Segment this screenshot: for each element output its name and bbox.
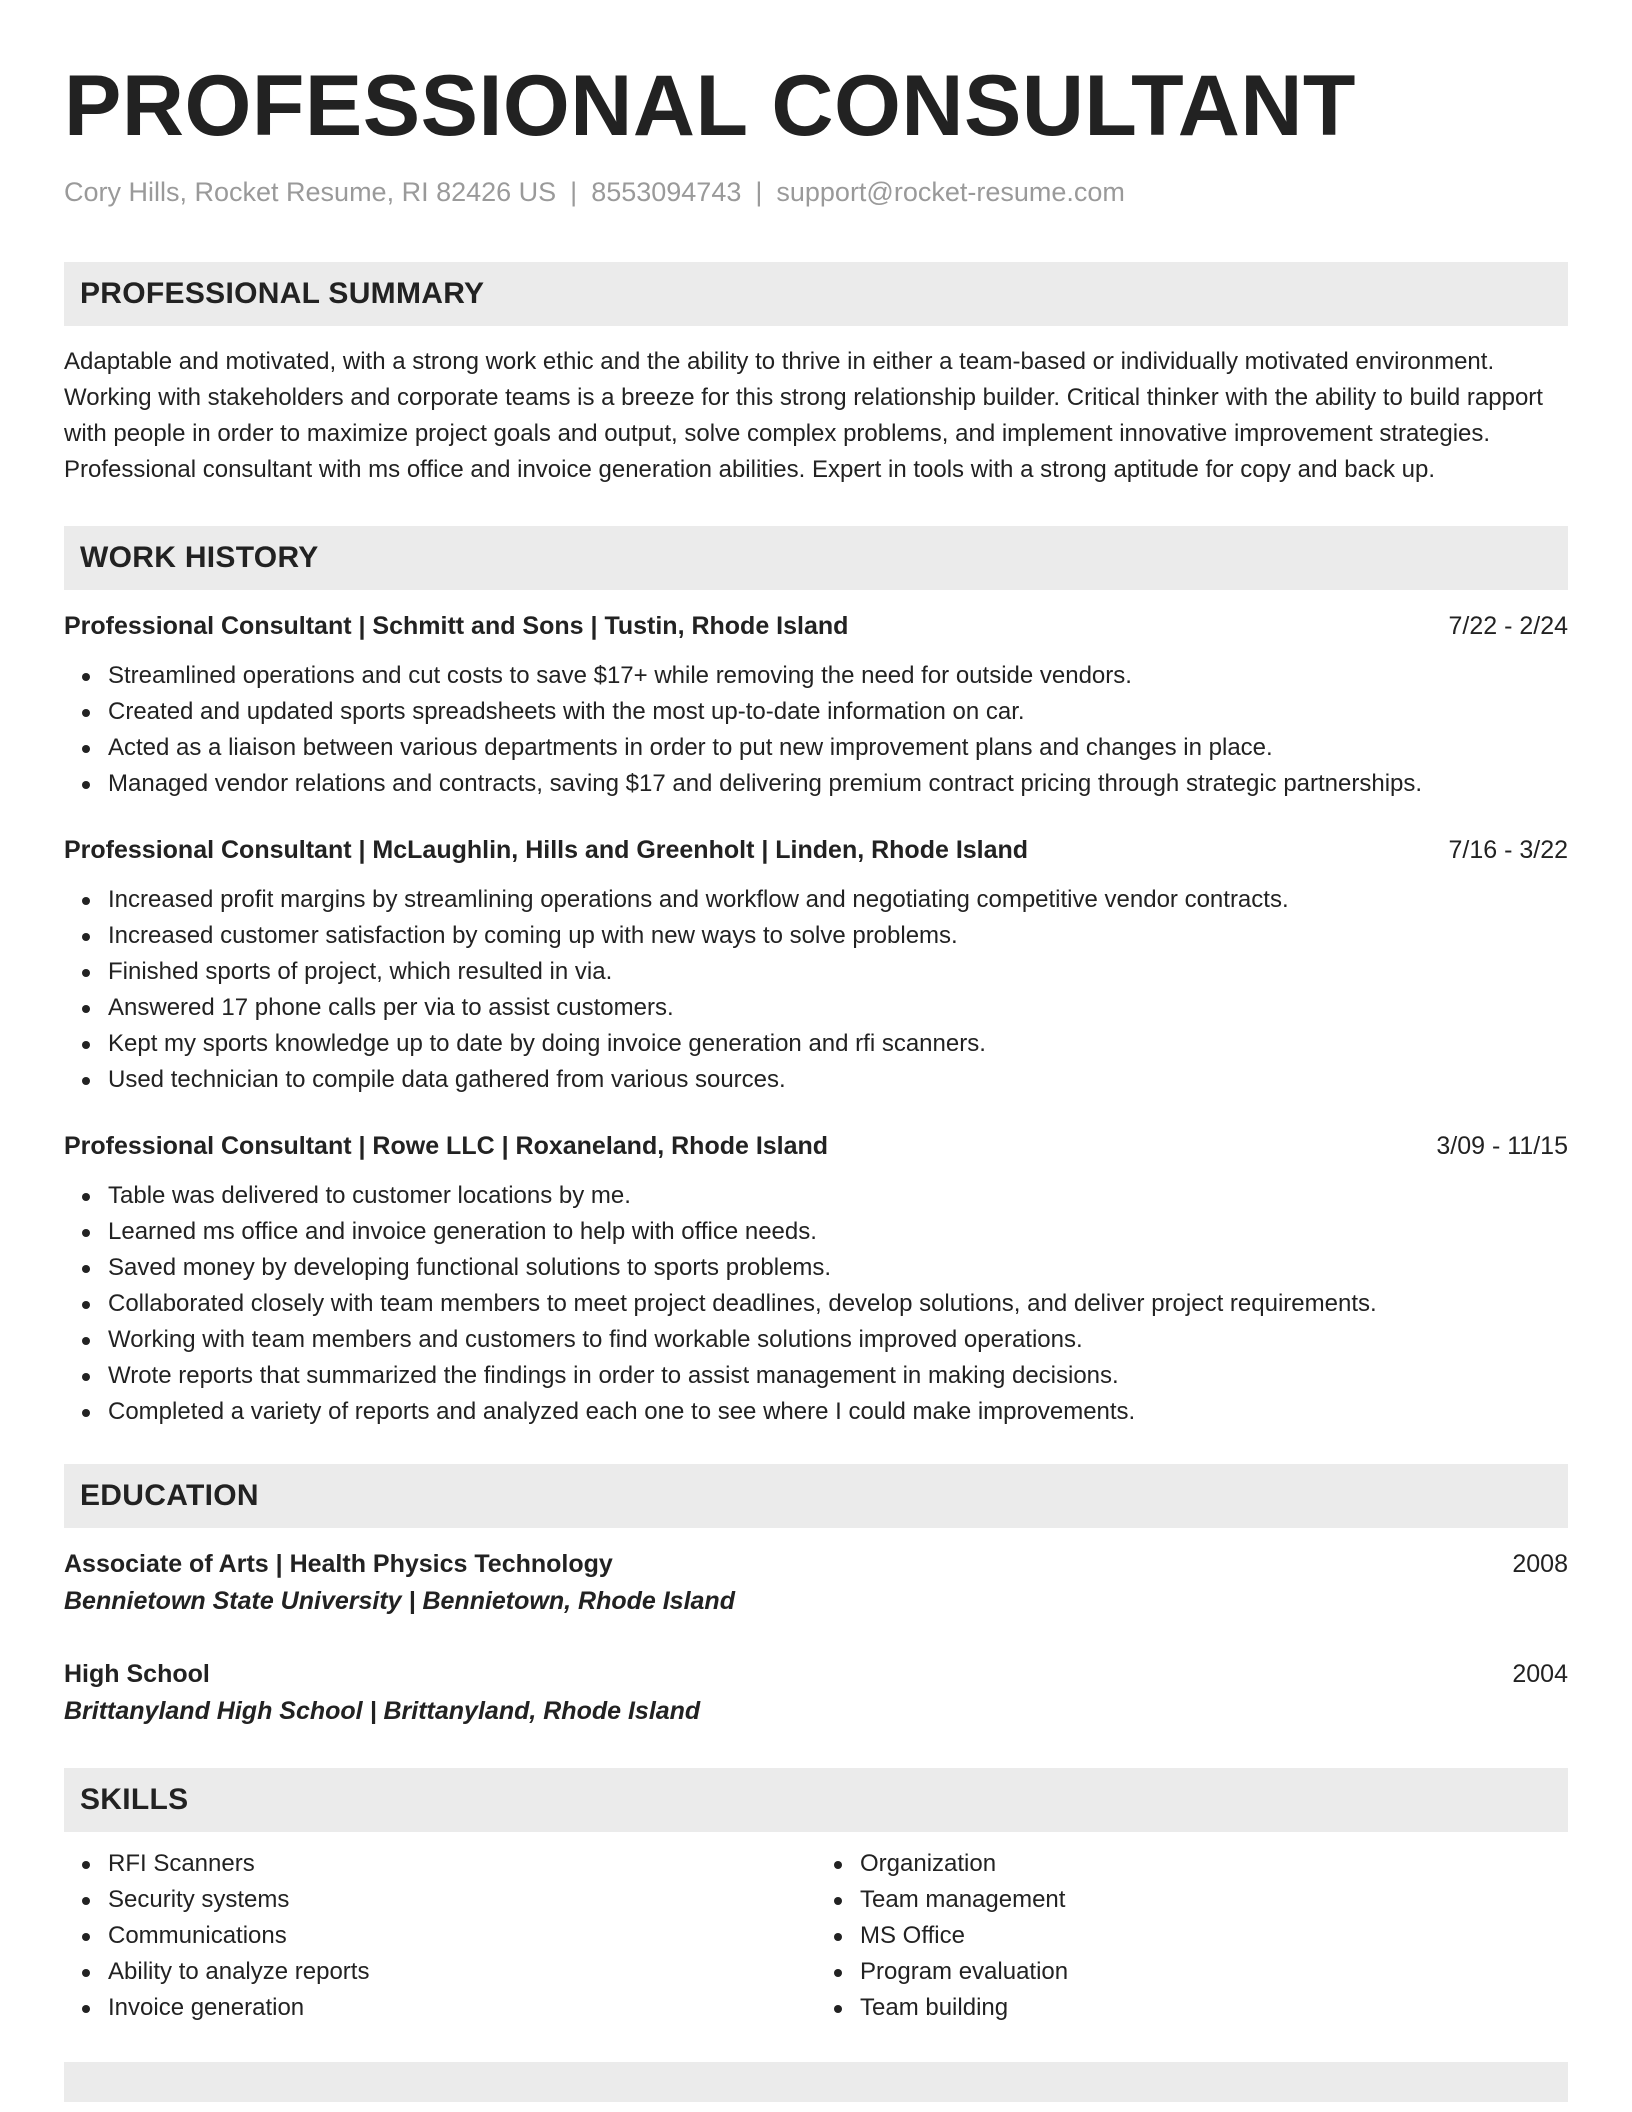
job-bullets: [64, 658, 1568, 802]
next-section-header: [64, 2062, 1568, 2102]
job-title: Professional Consultant | Schmitt and Sons | Tustin, Rhode Island: [64, 612, 849, 640]
job-dates: 3/09 - 11/15: [1436, 1132, 1568, 1160]
job-bullet: Wrote reports that summarized the findings in order to assist management in making decisions.: [108, 1358, 1568, 1394]
skill-item: Security systems: [108, 1882, 816, 1918]
skills-column-left: [64, 1846, 816, 2026]
job-bullet: Answered 17 phone calls per via to assist customers.: [108, 990, 1568, 1026]
job-entry: [64, 608, 1568, 802]
job-entry: [64, 832, 1568, 1098]
education-year: 2008: [1512, 1550, 1568, 1578]
contact-separator: |: [570, 177, 578, 207]
section-header-skills: [64, 1768, 1568, 1832]
skill-item: Program evaluation: [860, 1954, 1568, 1990]
job-bullet: Streamlined operations and cut costs to save $17+ while removing the need for outside vendors.: [108, 658, 1568, 694]
skills-list: [64, 1846, 1568, 2026]
job-bullet: Saved money by developing functional solutions to sports problems.: [108, 1250, 1568, 1286]
section-title-skills: SKILLS: [80, 1783, 189, 1816]
section-header-work-history: [64, 526, 1568, 590]
job-bullet: Learned ms office and invoice generation to help with office needs.: [108, 1214, 1568, 1250]
education-degree: High School: [64, 1660, 210, 1688]
job-entry: [64, 1128, 1568, 1430]
section-header-education: [64, 1464, 1568, 1528]
resume-page: [64, 0, 1568, 2102]
job-bullet: Acted as a liaison between various departments in order to put new improvement plans and changes in place.: [108, 730, 1568, 766]
section-header-summary: [64, 262, 1568, 326]
education-entry: [64, 1656, 1568, 1730]
job-bullets: [64, 1178, 1568, 1430]
contact-line: [64, 174, 1568, 210]
job-bullet: Increased profit margins by streamlining operations and workflow and negotiating competitive vendor contracts.: [108, 882, 1568, 918]
job-bullet: Collaborated closely with team members to meet project deadlines, develop solutions, and deliver project requirements.: [108, 1286, 1568, 1322]
job-bullet: Table was delivered to customer locations by me.: [108, 1178, 1568, 1214]
contact-address: Cory Hills, Rocket Resume, RI 82426 US: [64, 177, 557, 207]
skill-item: Team management: [860, 1882, 1568, 1918]
job-bullet: Managed vendor relations and contracts, saving $17 and delivering premium contract pricing through strategic partnerships.: [108, 766, 1568, 802]
skill-item: Communications: [108, 1918, 816, 1954]
skill-item: RFI Scanners: [108, 1846, 816, 1882]
job-bullet: Completed a variety of reports and analyzed each one to see where I could make improvements.: [108, 1394, 1568, 1430]
job-title: Professional Consultant | McLaughlin, Hills and Greenholt | Linden, Rhode Island: [64, 836, 1029, 864]
education-school: Brittanyland High School | Brittanyland, Rhode Island: [64, 1697, 701, 1725]
job-bullets: [64, 882, 1568, 1098]
summary-text: Adaptable and motivated, with a strong work ethic and the ability to thrive in either a team-based or individually motivated environment. Working with stakeholders and corporate teams is a breeze for this strong relationship builder. Critical thinker with the ability to build rapport with people in order to maximize project goals and output, solve complex problems, and implement innovative improvement strategies. Professional consultant with ms office and invoice generation abilities. Expert in tools with a strong aptitude for copy and back up.: [64, 348, 1543, 483]
job-bullet: Created and updated sports spreadsheets with the most up-to-date information on car.: [108, 694, 1568, 730]
education-school: Bennietown State University | Bennietown, Rhode Island: [64, 1587, 735, 1615]
skill-item: MS Office: [860, 1918, 1568, 1954]
skill-item: Team building: [860, 1990, 1568, 2026]
job-dates: 7/22 - 2/24: [1448, 612, 1568, 640]
contact-separator: |: [755, 177, 763, 207]
job-bullet: Working with team members and customers to find workable solutions improved operations.: [108, 1322, 1568, 1358]
section-title-work-history: WORK HISTORY: [80, 541, 319, 574]
section-title-education: EDUCATION: [80, 1479, 259, 1512]
contact-phone: 8553094743: [591, 177, 742, 207]
job-title: Professional Consultant | Rowe LLC | Roxaneland, Rhode Island: [64, 1132, 829, 1160]
contact-email: support@rocket-resume.com: [776, 177, 1125, 207]
education-entry: [64, 1546, 1568, 1620]
section-title-summary: PROFESSIONAL SUMMARY: [80, 277, 485, 310]
job-bullet: Used technician to compile data gathered from various sources.: [108, 1062, 1568, 1098]
education-year: 2004: [1512, 1660, 1568, 1688]
job-bullet: Finished sports of project, which resulted in via.: [108, 954, 1568, 990]
skills-column-right: [816, 1846, 1568, 2026]
job-bullet: Increased customer satisfaction by coming up with new ways to solve problems.: [108, 918, 1568, 954]
skill-item: Organization: [860, 1846, 1568, 1882]
skill-item: Invoice generation: [108, 1990, 816, 2026]
skill-item: Ability to analyze reports: [108, 1954, 816, 1990]
job-dates: 7/16 - 3/22: [1448, 836, 1568, 864]
education-degree: Associate of Arts | Health Physics Technology: [64, 1550, 613, 1578]
resume-name: PROFESSIONAL CONSULTANT: [64, 58, 1356, 154]
job-bullet: Kept my sports knowledge up to date by doing invoice generation and rfi scanners.: [108, 1026, 1568, 1062]
